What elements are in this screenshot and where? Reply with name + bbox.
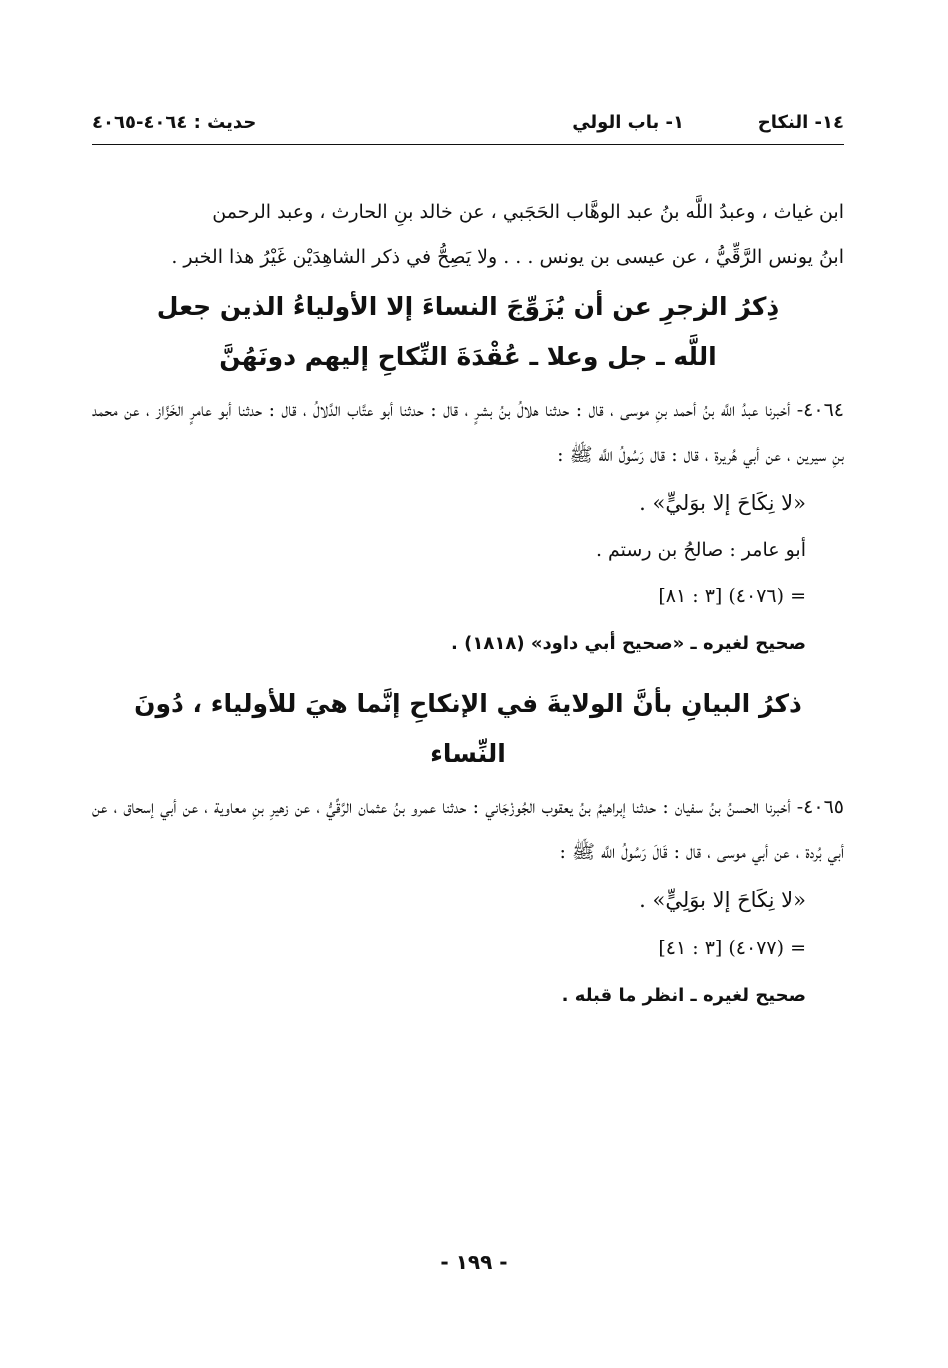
heading-1-line-2: اللَّه ـ جل وعلا ـ عُقْدَةَ النِّكاحِ إليهم دونَهُنَّ	[219, 342, 717, 371]
chapter-title: ١- باب الولي	[572, 112, 684, 133]
hadith-4064-reference: = (٤٠٧٦) [٣ : ٨١]	[658, 585, 806, 607]
hadith-4064-note: أبو عامر : صالحُ بن رستم .	[595, 539, 806, 561]
running-header	[92, 108, 844, 142]
hadith-4065-isnad: ٤٠٦٥- أخبرنا الحسنُ بنُ سفيان : حدثنا إبراهيمُ بنُ يعقوب الجُوزْجَاني : حدثنا عمرو بنُ عثمان الرَّقِّيُّ ، عن زهيرِ بنِ معاوية ، عن أبي إسحاق ، عن أبي بُردة ، عن أبي موسى ، قال : قَالَ رَسُولُ اللَّه ﷺ :	[92, 796, 844, 863]
page-number: - ١٩٩ -	[440, 1250, 508, 1274]
hadith-4065-reference: = (٤٠٧٧) [٣ : ٤١]	[658, 937, 806, 959]
chapter-heading-1	[92, 282, 844, 382]
intro-line-2: ابنُ يونس الرَّقِّيُّ ، عن عيسى بن يونس . . . ولا يَصِحُّ في ذكر الشاهِدَيْن غَيْرُ هذا الخبر .	[171, 246, 844, 268]
hadith-4064-grade: صحيح لغيره ـ «صحيح أبي داود» (١٨١٨) .	[451, 633, 806, 654]
hadith-4065-grade: صحيح لغيره ـ انظر ما قبله .	[561, 985, 806, 1006]
hadith-range: حديث : ٤٠٦٤-٤٠٦٥	[92, 112, 257, 133]
hadith-4064-isnad: ٤٠٦٤- أخبرنا عبدُ اللَّه بنُ أحمد بنِ موسى ، قال : حدثنا هلالُ بنُ بشرٍ ، قال : حدثنا أبو عتَّاب الدَّلالُ ، قال : حدثنا أبو عامرٍ الخَزَّاز ، عن محمد بنِ سيرين ، عن أبي هُريرة ، قال : قال رَسُولُ اللَّه ﷺ :	[92, 399, 844, 466]
heading-1-line-1: ذِكرُ الزجرِ عن أن يُزَوِّجَ النساءَ إلا الأولياءُ الذين جعل	[156, 292, 780, 321]
hadith-4065-matn: «لا نِكَاحَ إلا بوَلِيٍّ» .	[639, 888, 806, 912]
intro-line-1: ابن غياث ، وعبدُ اللَّه بنُ عبد الوهَّاب الحَجَبي ، عن خالد بنِ الحارث ، وعبد الرحمن	[212, 201, 844, 223]
hadith-4064-matn: «لا نِكَاحَ إلا بوَليٍّ» .	[639, 491, 806, 515]
header-rule	[92, 144, 844, 145]
book-title: ١٤- النكاح	[757, 112, 844, 133]
chapter-heading-2: ذكرُ البيانِ بأنَّ الولايةَ في الإنكاحِ إنَّما هيَ للأولياء ، دُونَ النِّساء	[134, 689, 802, 768]
page-body	[92, 190, 844, 1021]
